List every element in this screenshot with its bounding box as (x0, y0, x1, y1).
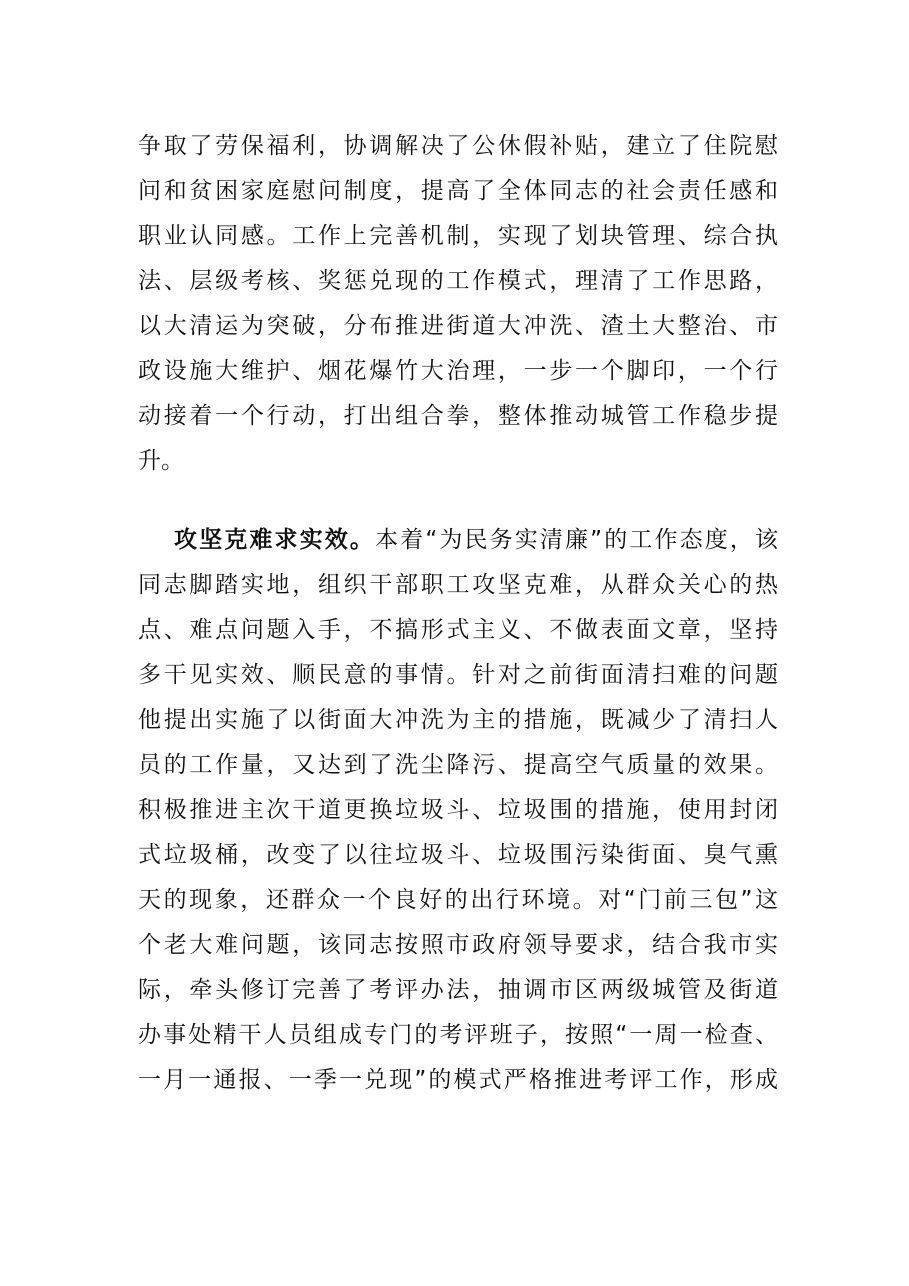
paragraph-1-line: 问和贫困家庭慰问制度，提高了全体同志的社会责任感和 (138, 178, 778, 204)
paragraph-2 (138, 518, 778, 1103)
paragraph-2-line: 个老大难问题，该同志按照市政府领导要求，结合我市实 (138, 932, 778, 958)
paragraph-1-line: 以大清运为突破，分布推进街道大冲洗、渣土大整治、市 (138, 313, 778, 339)
paragraph-1 (138, 124, 778, 484)
paragraph-2-line: 他提出实施了以街面大冲洗为主的措施，既减少了清扫人 (138, 707, 778, 733)
paragraph-2-line: 多干见实效、顺民意的事情。针对之前街面清扫难的问题 (138, 662, 778, 688)
paragraph-2-line: 同志脚踏实地，组织干部职工攻坚克难，从群众关心的热 (138, 572, 778, 598)
paragraph-1-line: 法、层级考核、奖惩兑现的工作模式，理清了工作思路， (138, 268, 778, 294)
paragraph-2-line: 员的工作量，又达到了洗尘降污、提高空气质量的效果。 (138, 752, 778, 778)
paragraph-2-first-line-text: 本着“为民务实清廉”的工作态度，该 (375, 527, 778, 553)
paragraph-2-line: 点、难点问题入手，不搞形式主义、不做表面文章，坚持 (138, 617, 778, 643)
paragraph-2-line: 天的现象，还群众一个良好的出行环境。对“门前三包”这 (138, 887, 778, 913)
paragraph-1-line: 动接着一个行动，打出组合拳，整体推动城管工作稳步提 (138, 403, 778, 429)
paragraph-2-line: 一月一通报、一季一兑现”的模式严格推进考评工作，形成 (138, 1067, 778, 1093)
paragraph-1-line: 政设施大维护、烟花爆竹大治理，一步一个脚印，一个行 (138, 358, 778, 384)
paragraph-1-line: 升。 (138, 448, 184, 474)
paragraph-2-line: 积极推进主次干道更换垃圾斗、垃圾围的措施，使用封闭 (138, 797, 778, 823)
paragraph-2-first-line (138, 518, 778, 563)
paragraph-2-line: 际，牵头修订完善了考评办法，抽调市区两级城管及街道 (138, 977, 778, 1003)
paragraph-1-line: 职业认同感。工作上完善机制，实现了划块管理、综合执 (138, 223, 778, 249)
paragraph-1-line: 争取了劳保福利，协调解决了公休假补贴，建立了住院慰 (138, 133, 778, 159)
paragraph-2-lead-heading: 攻坚克难求实效。 (174, 527, 376, 553)
paragraph-2-line: 式垃圾桶，改变了以往垃圾斗、垃圾围污染街面、臭气熏 (138, 842, 778, 868)
paragraph-2-line: 办事处精干人员组成专门的考评班子，按照“一周一检查、 (138, 1022, 778, 1048)
